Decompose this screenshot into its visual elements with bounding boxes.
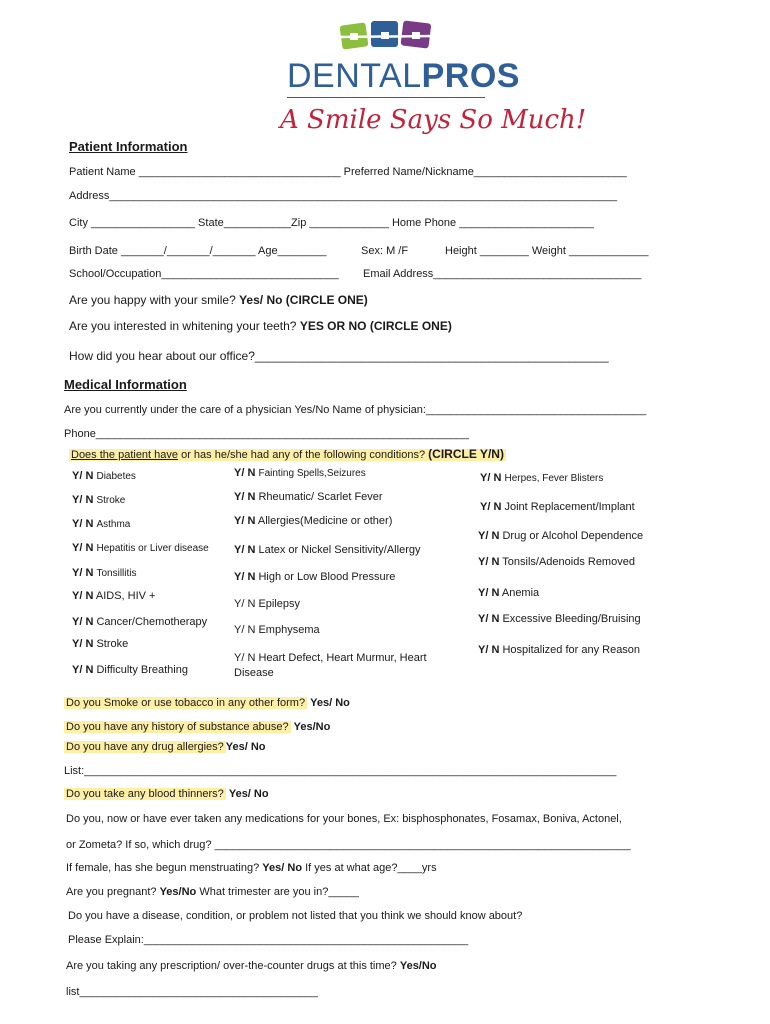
allergy-list-row: List:_______________________________________________________________________________________ xyxy=(64,765,617,777)
patient-info-heading: Patient Information xyxy=(69,139,188,154)
phone-row: Phone_____________________________________________________________ xyxy=(64,428,469,440)
condition-item-continued: Disease xyxy=(234,667,274,679)
condition-item: Y/ N Hepatitis or Liver disease xyxy=(72,542,209,554)
condition-item: Y/ N Emphysema xyxy=(234,624,320,636)
condition-item: Y/ N Tonsillitis xyxy=(72,567,137,579)
birth-date-row: Birth Date _______/_______/_______ Age________ xyxy=(69,245,327,257)
condition-item: Y/ N High or Low Blood Pressure xyxy=(234,571,396,583)
patient-name-row: Patient Name _________________________________ Preferred Name/Nickname_________________________ xyxy=(69,166,627,178)
prescription-question: Are you taking any prescription/ over-the-counter drugs at this time? Yes/No xyxy=(66,960,437,972)
smoke-question: Do you Smoke or use tobacco in any other form? Yes/ No xyxy=(66,697,350,709)
smile-question: Are you happy with your smile? Yes/ No (CIRCLE ONE) xyxy=(69,293,368,307)
height-weight-field: Height ________ Weight _____________ xyxy=(445,245,649,257)
conditions-prompt: Does the patient have or has he/she had any of the following conditions? (CIRCLE Y/N) xyxy=(71,447,504,461)
medical-info-heading: Medical Information xyxy=(64,377,187,392)
pregnancy-question: Are you pregnant? Yes/No What trimester are you in?_____ xyxy=(66,886,359,898)
city-row: City _________________ State___________Zip _____________ Home Phone ______________________ xyxy=(69,217,594,229)
condition-item: Y/ N Difficulty Breathing xyxy=(72,664,188,676)
school-occupation-row: School/Occupation_____________________________ xyxy=(69,268,339,280)
logo-divider xyxy=(287,97,485,98)
condition-item: Y/ N Heart Defect, Heart Murmur, Heart xyxy=(234,652,427,664)
blood-thinner-question: Do you take any blood thinners? Yes/ No xyxy=(66,788,269,800)
physician-row: Are you currently under the care of a physician Yes/No Name of physician:____________________________________ xyxy=(64,404,647,416)
drug-allergy-question: Do you have any drug allergies? Yes/ No xyxy=(66,741,266,753)
menstruation-question: If female, has she begun menstruating? Yes/ No If yes at what age?____yrs xyxy=(66,862,437,874)
condition-item: Y/ N Rheumatic/ Scarlet Fever xyxy=(234,491,383,503)
condition-item: Y/ N Excessive Bleeding/Bruising xyxy=(478,613,641,625)
explain-row: Please Explain:_____________________________________________________ xyxy=(68,934,469,946)
condition-item: Y/ N Drug or Alcohol Dependence xyxy=(478,530,644,542)
condition-item: Y/ N AIDS, HIV + xyxy=(72,590,156,602)
condition-item: Y/ N Diabetes xyxy=(72,470,136,482)
bone-meds-drug-row: or Zometa? If so, which drug? ____________________________________________________________________ xyxy=(66,839,631,851)
whitening-question: Are you interested in whitening your teeth? YES OR NO (CIRCLE ONE) xyxy=(69,319,452,333)
condition-item: Y/ N Fainting Spells,Seizures xyxy=(234,467,366,479)
condition-item: Y/ N Stroke xyxy=(72,494,126,506)
condition-item: Y/ N Anemia xyxy=(478,587,540,599)
condition-item: Y/ N Asthma xyxy=(72,518,131,530)
substance-question: Do you have any history of substance abuse? Yes/No xyxy=(66,721,331,733)
other-disease-question: Do you have a disease, condition, or problem not listed that you think we should know about? xyxy=(68,910,523,922)
referral-question: How did you hear about our office?_____________________________________________________ xyxy=(69,349,609,363)
address-row: Address___________________________________________________________________________________ xyxy=(69,190,618,202)
condition-item: Y/ N Joint Replacement/Implant xyxy=(480,501,635,513)
condition-item: Y/ N Epilepsy xyxy=(234,598,301,610)
condition-item: Y/ N Tonsils/Adenoids Removed xyxy=(478,556,635,568)
email-row: Email Address__________________________________ xyxy=(363,268,642,280)
condition-item: Y/ N Latex or Nickel Sensitivity/Allergy xyxy=(234,544,421,556)
logo-tagline: A Smile Says So Much! xyxy=(280,105,587,135)
condition-item: Y/ N Stroke xyxy=(72,638,129,650)
bone-meds-question: Do you, now or have ever taken any medications for your bones, Ex: bisphosphonates, Fosamax, Boniva, Actonel, xyxy=(66,813,622,825)
prescription-list-row: list_______________________________________ xyxy=(66,986,319,998)
condition-item: Y/ N Allergies(Medicine or other) xyxy=(234,515,393,527)
braces-icon xyxy=(338,18,438,52)
sex-field: Sex: M /F xyxy=(361,245,409,257)
logo-wordmark: DENTALPROS xyxy=(287,57,520,95)
condition-item: Y/ N Hospitalized for any Reason xyxy=(478,644,641,656)
condition-item: Y/ N Cancer/Chemotherapy xyxy=(72,616,208,628)
condition-item: Y/ N Herpes, Fever Blisters xyxy=(480,472,604,484)
